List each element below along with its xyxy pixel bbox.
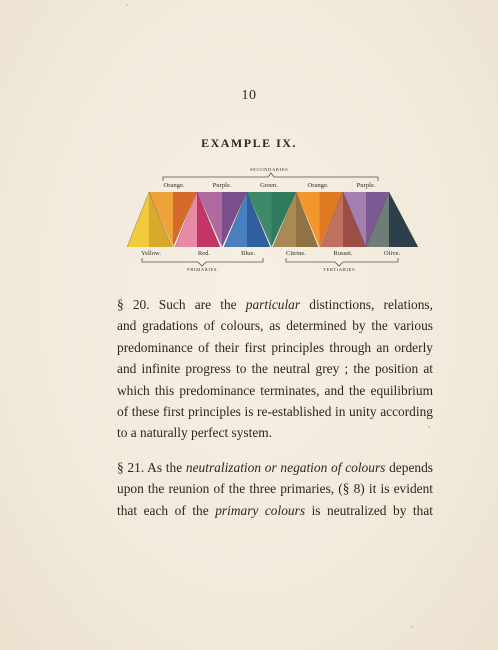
text-run: and infinite progress to the neutral grey ; the position at bbox=[117, 361, 433, 377]
secondary-label: Purple. bbox=[356, 182, 376, 189]
text-run: § 20. Such are the bbox=[117, 297, 246, 312]
colour-triangle-diagram bbox=[0, 160, 498, 280]
italic-phrase: primary colours bbox=[215, 502, 306, 518]
text-run: of these first principles is re-established in unity according bbox=[117, 403, 433, 419]
paper-speck bbox=[411, 626, 413, 628]
secondary-label: Orange. bbox=[163, 182, 185, 189]
text-run: that each of the bbox=[117, 502, 216, 518]
secondary-label: Green. bbox=[260, 182, 278, 189]
text-line bbox=[117, 401, 433, 422]
primary-tertiary-label: Olive. bbox=[383, 250, 401, 257]
tertiaries-brace bbox=[286, 258, 398, 266]
text-run: and gradations of colours, as determined by the various bbox=[117, 318, 433, 334]
primary-tertiary-label: Citrine. bbox=[286, 250, 306, 257]
primary-tertiary-label: Red. bbox=[197, 250, 211, 257]
text-line bbox=[117, 294, 433, 315]
paper-speck bbox=[126, 4, 128, 6]
example-title: EXAMPLE IX. bbox=[201, 136, 297, 150]
text-run: predominance of their first principles through an orderly bbox=[117, 339, 433, 355]
primary-tertiary-label: Russet. bbox=[333, 250, 353, 257]
paper-speck bbox=[428, 426, 430, 428]
text-run: § 21. As the bbox=[117, 460, 186, 475]
text-run: to a naturally perfect system. bbox=[117, 425, 273, 441]
text-line bbox=[117, 358, 433, 379]
text-line bbox=[117, 478, 433, 499]
text-line bbox=[117, 315, 433, 336]
primaries-brace bbox=[142, 258, 263, 266]
tertiaries-label: TERTIARIES. bbox=[323, 267, 357, 272]
text-run: which this predominance terminates, and the equilibrium bbox=[117, 382, 433, 398]
text-run: is neutralized by that bbox=[305, 502, 433, 518]
secondaries-brace bbox=[163, 173, 378, 181]
page-number: 10 bbox=[241, 88, 257, 103]
paragraph-section-21 bbox=[117, 457, 433, 521]
text-line bbox=[117, 337, 433, 358]
italic-phrase: neutralization or negation of colours bbox=[185, 460, 386, 475]
text-run: distinctions, relations, bbox=[300, 297, 433, 312]
paragraph-section-20 bbox=[117, 294, 433, 444]
secondary-label: Orange. bbox=[307, 182, 329, 189]
text-line bbox=[117, 457, 433, 478]
italic-phrase: particular bbox=[245, 297, 301, 312]
secondary-labels bbox=[163, 182, 375, 189]
text-run: upon the reunion of the three primaries, (§ 8) it is evident bbox=[117, 481, 433, 497]
text-line bbox=[117, 500, 433, 521]
triangle-band bbox=[127, 192, 418, 247]
text-line bbox=[117, 422, 433, 443]
secondaries-label: SECONDARIES. bbox=[250, 167, 290, 172]
text-run: depends bbox=[385, 460, 433, 475]
primary-tertiary-labels bbox=[141, 250, 400, 257]
text-line bbox=[117, 380, 433, 401]
primaries-label: PRIMARIES. bbox=[187, 267, 219, 272]
primary-tertiary-label: Blue. bbox=[240, 250, 256, 257]
primary-tertiary-label: Yellow. bbox=[141, 250, 161, 257]
secondary-label: Purple. bbox=[212, 182, 232, 189]
